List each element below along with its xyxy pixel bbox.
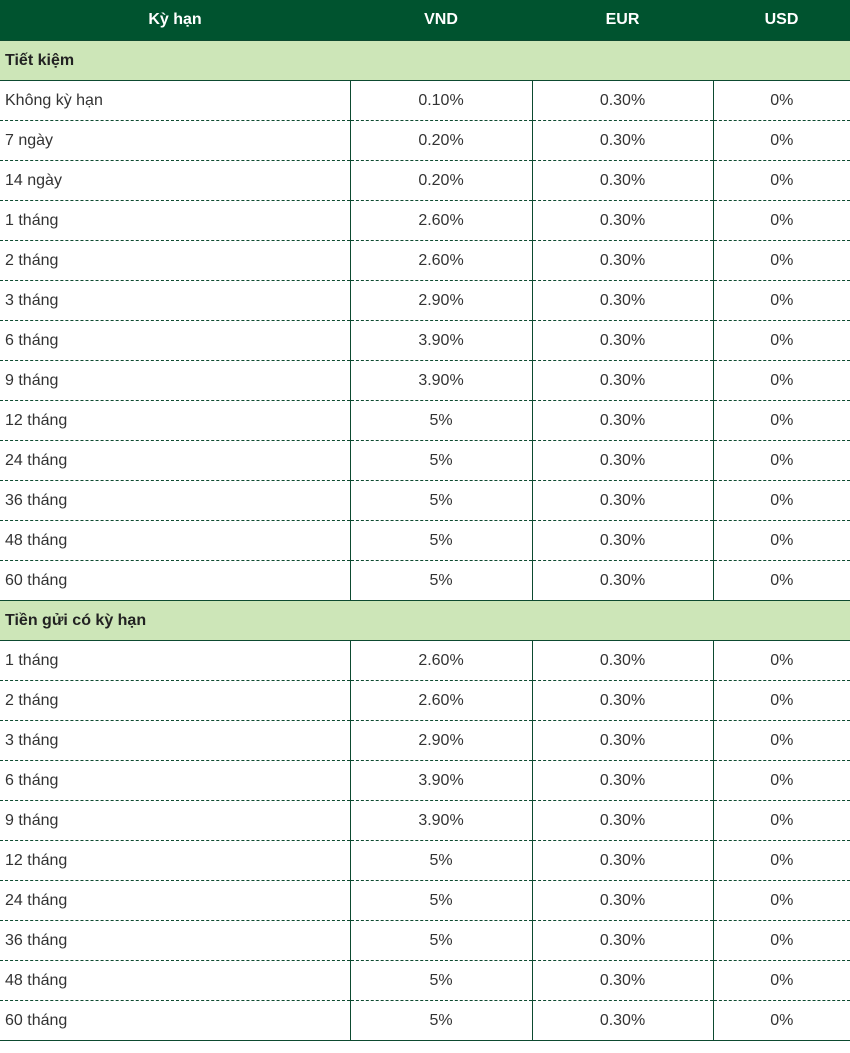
usd-rate-cell: 0% — [713, 321, 850, 361]
vnd-rate-cell: 2.60% — [350, 681, 532, 721]
vnd-rate-cell: 0.10% — [350, 81, 532, 121]
usd-rate-cell: 0% — [713, 841, 850, 881]
term-cell: 1 tháng — [0, 641, 350, 681]
term-cell: 14 ngày — [0, 161, 350, 201]
usd-rate-cell: 0% — [713, 921, 850, 961]
vnd-rate-cell: 5% — [350, 961, 532, 1001]
table-row — [0, 961, 850, 1001]
vnd-rate-cell: 5% — [350, 1001, 532, 1041]
eur-rate-cell: 0.30% — [532, 201, 713, 241]
eur-rate-cell: 0.30% — [532, 1001, 713, 1041]
vnd-rate-cell: 5% — [350, 841, 532, 881]
usd-rate-cell: 0% — [713, 561, 850, 601]
header-eur: EUR — [532, 0, 713, 41]
header-usd: USD — [713, 0, 850, 41]
table-row — [0, 761, 850, 801]
usd-rate-cell: 0% — [713, 881, 850, 921]
usd-rate-cell: 0% — [713, 441, 850, 481]
eur-rate-cell: 0.30% — [532, 561, 713, 601]
vnd-rate-cell: 5% — [350, 561, 532, 601]
vnd-rate-cell: 3.90% — [350, 361, 532, 401]
table-row — [0, 361, 850, 401]
table-row — [0, 841, 850, 881]
vnd-rate-cell: 3.90% — [350, 321, 532, 361]
term-cell: 6 tháng — [0, 761, 350, 801]
usd-rate-cell: 0% — [713, 281, 850, 321]
usd-rate-cell: 0% — [713, 81, 850, 121]
eur-rate-cell: 0.30% — [532, 481, 713, 521]
vnd-rate-cell: 5% — [350, 401, 532, 441]
term-cell: 7 ngày — [0, 121, 350, 161]
eur-rate-cell: 0.30% — [532, 881, 713, 921]
eur-rate-cell: 0.30% — [532, 681, 713, 721]
section-header-row — [0, 41, 850, 81]
eur-rate-cell: 0.30% — [532, 281, 713, 321]
table-row — [0, 481, 850, 521]
eur-rate-cell: 0.30% — [532, 721, 713, 761]
vnd-rate-cell: 5% — [350, 521, 532, 561]
term-cell: 2 tháng — [0, 681, 350, 721]
vnd-rate-cell: 5% — [350, 441, 532, 481]
vnd-rate-cell: 5% — [350, 481, 532, 521]
eur-rate-cell: 0.30% — [532, 921, 713, 961]
term-cell: Không kỳ hạn — [0, 81, 350, 121]
eur-rate-cell: 0.30% — [532, 401, 713, 441]
usd-rate-cell: 0% — [713, 161, 850, 201]
term-cell: 24 tháng — [0, 441, 350, 481]
table-row — [0, 681, 850, 721]
vnd-rate-cell: 2.90% — [350, 281, 532, 321]
vnd-rate-cell: 0.20% — [350, 161, 532, 201]
eur-rate-cell: 0.30% — [532, 121, 713, 161]
table-row — [0, 1001, 850, 1041]
eur-rate-cell: 0.30% — [532, 961, 713, 1001]
table-row — [0, 521, 850, 561]
section-title: Tiền gửi có kỳ hạn — [0, 601, 850, 641]
usd-rate-cell: 0% — [713, 961, 850, 1001]
term-cell: 48 tháng — [0, 961, 350, 1001]
table-row — [0, 881, 850, 921]
eur-rate-cell: 0.30% — [532, 841, 713, 881]
usd-rate-cell: 0% — [713, 681, 850, 721]
header-row — [0, 0, 850, 41]
term-cell: 9 tháng — [0, 361, 350, 401]
term-cell: 6 tháng — [0, 321, 350, 361]
table-row — [0, 81, 850, 121]
usd-rate-cell: 0% — [713, 361, 850, 401]
vnd-rate-cell: 3.90% — [350, 801, 532, 841]
term-cell: 2 tháng — [0, 241, 350, 281]
usd-rate-cell: 0% — [713, 121, 850, 161]
term-cell: 60 tháng — [0, 561, 350, 601]
vnd-rate-cell: 2.90% — [350, 721, 532, 761]
term-cell: 3 tháng — [0, 721, 350, 761]
header-term: Kỳ hạn — [0, 0, 350, 41]
table-row — [0, 201, 850, 241]
term-cell: 1 tháng — [0, 201, 350, 241]
usd-rate-cell: 0% — [713, 241, 850, 281]
term-cell: 12 tháng — [0, 841, 350, 881]
table-row — [0, 921, 850, 961]
table-row — [0, 641, 850, 681]
term-cell: 24 tháng — [0, 881, 350, 921]
table-row — [0, 721, 850, 761]
term-cell: 48 tháng — [0, 521, 350, 561]
eur-rate-cell: 0.30% — [532, 241, 713, 281]
eur-rate-cell: 0.30% — [532, 361, 713, 401]
vnd-rate-cell: 2.60% — [350, 641, 532, 681]
usd-rate-cell: 0% — [713, 721, 850, 761]
table-body — [0, 41, 850, 1041]
table-row — [0, 121, 850, 161]
vnd-rate-cell: 2.60% — [350, 201, 532, 241]
table-row — [0, 241, 850, 281]
table-row — [0, 561, 850, 601]
usd-rate-cell: 0% — [713, 201, 850, 241]
vnd-rate-cell: 0.20% — [350, 121, 532, 161]
eur-rate-cell: 0.30% — [532, 521, 713, 561]
usd-rate-cell: 0% — [713, 761, 850, 801]
term-cell: 60 tháng — [0, 1001, 350, 1041]
section-header-row — [0, 601, 850, 641]
section-title: Tiết kiệm — [0, 41, 850, 81]
vnd-rate-cell: 3.90% — [350, 761, 532, 801]
usd-rate-cell: 0% — [713, 401, 850, 441]
term-cell: 9 tháng — [0, 801, 350, 841]
table-row — [0, 441, 850, 481]
usd-rate-cell: 0% — [713, 641, 850, 681]
header-vnd: VND — [350, 0, 532, 41]
table-row — [0, 321, 850, 361]
eur-rate-cell: 0.30% — [532, 641, 713, 681]
usd-rate-cell: 0% — [713, 1001, 850, 1041]
usd-rate-cell: 0% — [713, 801, 850, 841]
term-cell: 3 tháng — [0, 281, 350, 321]
vnd-rate-cell: 2.60% — [350, 241, 532, 281]
term-cell: 36 tháng — [0, 481, 350, 521]
usd-rate-cell: 0% — [713, 521, 850, 561]
vnd-rate-cell: 5% — [350, 921, 532, 961]
table-row — [0, 401, 850, 441]
table-row — [0, 281, 850, 321]
eur-rate-cell: 0.30% — [532, 801, 713, 841]
eur-rate-cell: 0.30% — [532, 761, 713, 801]
table-row — [0, 161, 850, 201]
term-cell: 36 tháng — [0, 921, 350, 961]
table-row — [0, 801, 850, 841]
usd-rate-cell: 0% — [713, 481, 850, 521]
eur-rate-cell: 0.30% — [532, 321, 713, 361]
vnd-rate-cell: 5% — [350, 881, 532, 921]
eur-rate-cell: 0.30% — [532, 441, 713, 481]
eur-rate-cell: 0.30% — [532, 81, 713, 121]
eur-rate-cell: 0.30% — [532, 161, 713, 201]
term-cell: 12 tháng — [0, 401, 350, 441]
